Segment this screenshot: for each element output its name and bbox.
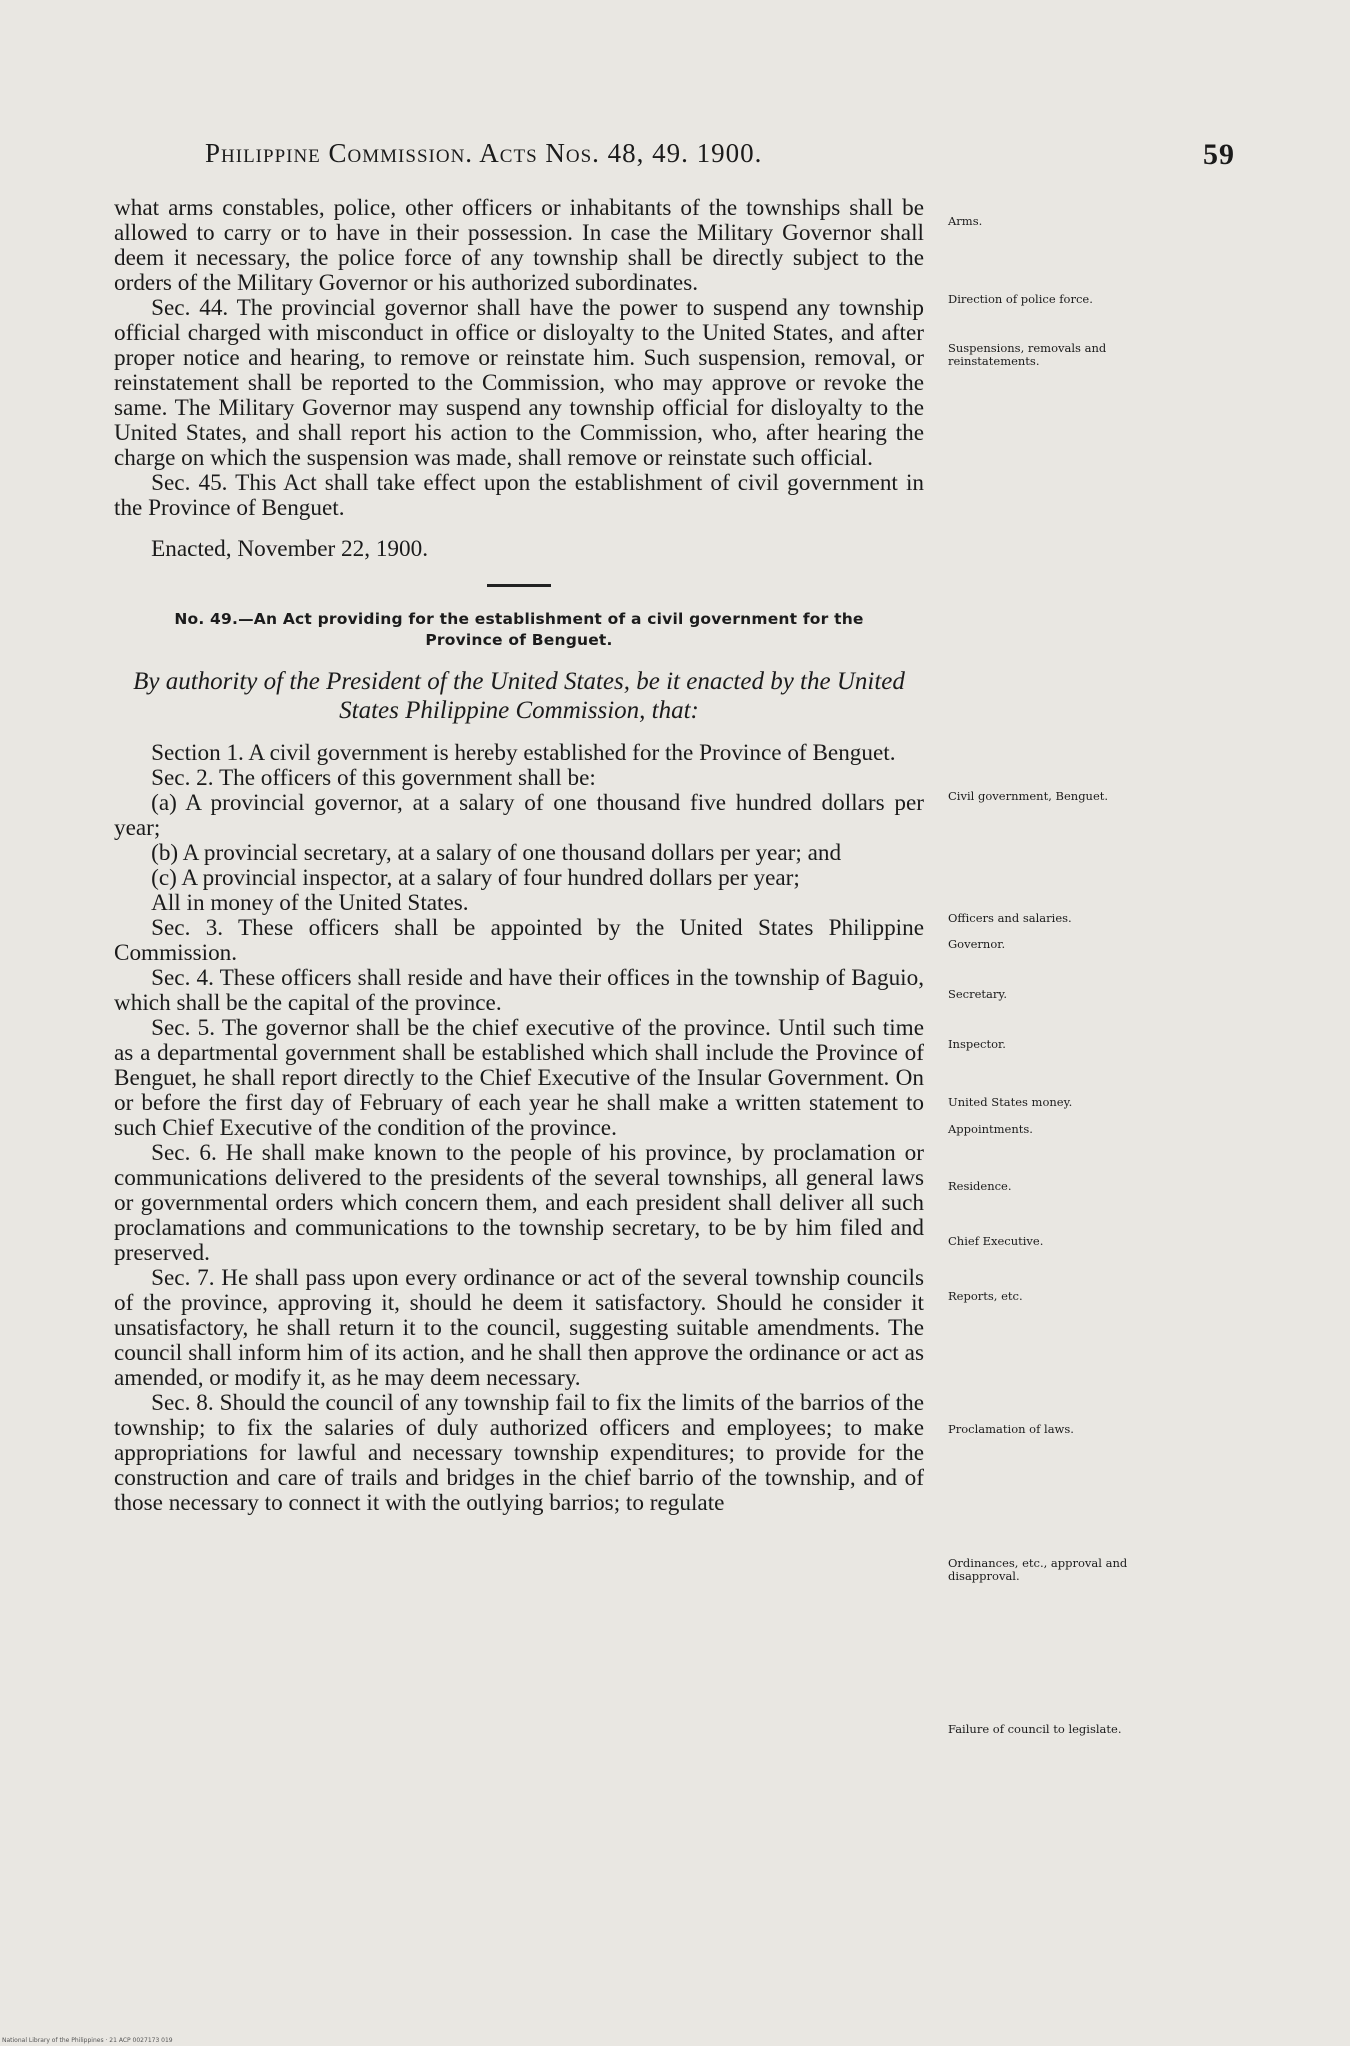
margin-note-inspector: Inspector. — [948, 1037, 1006, 1051]
margin-note-arms: Arms. — [948, 214, 983, 228]
header-title: Philippine Commission. Acts Nos. 48, 49. 1900. — [205, 138, 763, 168]
section-2b: (b) A provincial secretary, at a salary of one thousand dollars per year; and — [151, 840, 842, 866]
scan-footer: National Library of the Philippines · 21 ACP 0027173 019 — [2, 2037, 173, 2044]
margin-note-failure: Failure of council to legislate. — [948, 1722, 1122, 1736]
margin-note-appointments: Appointments. — [948, 1122, 1033, 1136]
section-2: Sec. 2. The officers of this government shall be: — [151, 765, 596, 791]
enacting-clause: By authority of the President of the United States, be it enacted by the United States Philippine Commission, that: — [133, 668, 905, 724]
margin-note-chief-executive: Chief Executive. — [948, 1234, 1044, 1248]
margin-note-money: United States money. — [948, 1095, 1073, 1109]
margin-note-proclamation: Proclamation of laws. — [948, 1422, 1074, 1436]
margin-note-reports: Reports, etc. — [948, 1289, 1023, 1303]
margin-note-civil-government: Civil government, Benguet. — [948, 789, 1109, 803]
section-5: Sec. 5. The governor shall be the chief executive of the province. Until such time as a departmental government shall be established which shall include the Province of Benguet, he shall report directly to the Chief Executive of the Insular Government. On or before the first day of February of each year he shall make a written statement to such Chief Executive of the condition of the province. — [114, 1015, 924, 1141]
margin-note-secretary: Secretary. — [948, 987, 1008, 1001]
act-heading: No. 49.—An Act providing for the establishment of a civil government for the Province of Benguet. — [174, 610, 864, 649]
section-8: Sec. 8. Should the council of any township fail to fix the limits of the barrios of the township; to fix the salaries of duly authorized officers and employees; to make appropriations for lawful and necessary township expenditures; to provide for the construction and care of trails and bridges in the chief barrio of the township, and of those necessary to connect it with the outlying barrios; to regulate — [114, 1390, 924, 1516]
margin-note-officers: Officers and salaries. — [948, 911, 1072, 925]
margin-note-residence: Residence. — [948, 1179, 1012, 1193]
page-number: 59 — [1203, 138, 1235, 171]
running-header — [205, 138, 1255, 178]
margin-note-suspensions: Suspensions, removals and reinstatements. — [948, 341, 1107, 368]
section-4: Sec. 4. These officers shall reside and have their offices in the township of Baguio, which shall be the capital of the province. — [114, 965, 924, 1016]
body-text — [114, 196, 924, 1516]
section-2c: (c) A provincial inspector, at a salary of four hundred dollars per year; — [151, 865, 800, 891]
section-1: Section 1. A civil government is hereby established for the Province of Benguet. — [151, 740, 896, 766]
section-7: Sec. 7. He shall pass upon every ordinance or act of the several township councils of the province, approving it, should he deem it satisfactory. Should he consider it unsatisfactory, he shall return it to the council, suggesting suitable amendments. The council shall inform him of its action, and he shall then approve the ordinance or act as amended, or modify it, as he may deem necessary. — [114, 1265, 924, 1391]
section-45: Sec. 45. This Act shall take effect upon the establishment of civil government in the Province of Benguet. — [114, 470, 924, 521]
section-2a: (a) A provincial governor, at a salary of one thousand five hundred dollars per year; — [114, 790, 924, 841]
section-44: Sec. 44. The provincial governor shall have the power to suspend any township official charged with misconduct in office or disloyalty to the United States, and after proper notice and hearing, to remove or reinstate him. Such suspension, removal, or reinstatement shall be reported to the Commission, who may approve or revoke the same. The Military Governor may suspend any township official for disloyalty to the United States, and shall report his action to the Commission, who, after hearing the charge on which the suspension was made, shall remove or reinstate such official. — [114, 295, 924, 471]
margin-note-governor: Governor. — [948, 937, 1006, 951]
margin-note-police: Direction of police force. — [948, 292, 1093, 306]
section-2-money: All in money of the United States. — [151, 890, 469, 916]
enacted-date: Enacted, November 22, 1900. — [151, 536, 428, 562]
margin-note-ordinances: Ordinances, etc., approval and disapproval. — [948, 1556, 1128, 1583]
paragraph-arms: what arms constables, police, other officers or inhabitants of the townships shall be allowed to carry or to have in their possession. In case the Military Governor shall deem it necessary, the police force of any township shall be directly subject to the orders of the Military Governor or his authorized subordinates. — [114, 195, 924, 296]
section-3: Sec. 3. These officers shall be appointed by the United States Philippine Commission. — [114, 915, 924, 966]
section-6: Sec. 6. He shall make known to the people of his province, by proclamation or communications delivered to the presidents of the several townships, all general laws or governmental orders which concern them, and each president shall deliver all such proclamations and communications to the township secretary, to be by him filed and preserved. — [114, 1140, 924, 1266]
